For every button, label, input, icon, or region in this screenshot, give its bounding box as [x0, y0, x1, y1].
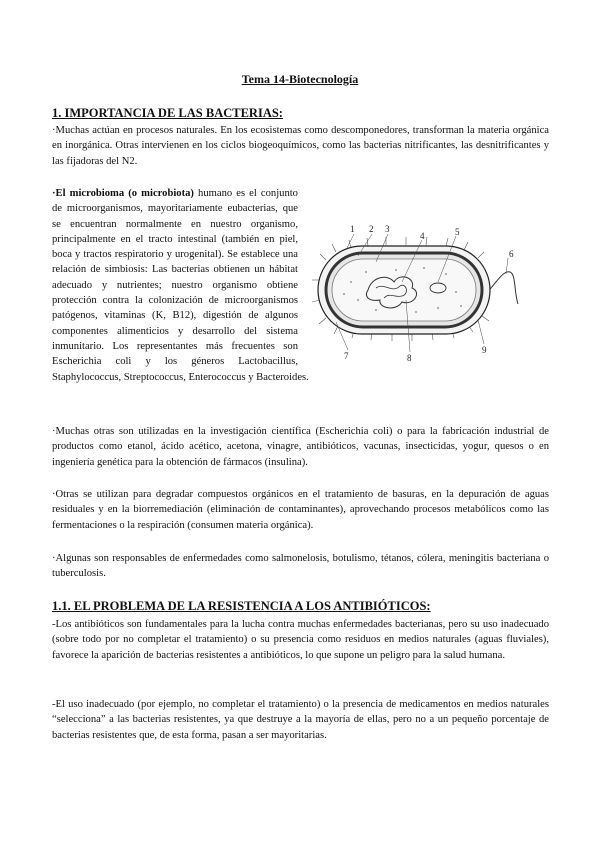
figure-label-3: 3 [385, 224, 390, 234]
paragraph-investigacion: ·Muchas otras son utilizadas en la investigación científica (Escherichia coli) o para la fabricación industrial de productos como etanol, ácido acético, acetona, vinagre, antibióticos, vacunas, insecticidas, yogur, quesos o en ingeniería genética para la obtención de fármacos (insulina). [52, 426, 549, 468]
figure-label-1: 1 [350, 224, 355, 234]
figure-label-2: 2 [369, 224, 374, 234]
figure-label-6: 6 [509, 249, 514, 259]
paragraph-degradar: ·Otras se utilizan para degradar compuestos orgánicos en el tratamiento de basuras, en la depuración de aguas residuales y en la biorremediación (eliminación de contaminantes), aprovechando procesos metabólicos como las fermentaciones o la respiración (consumen materia orgánica). [52, 489, 549, 531]
figure-label-9: 9 [482, 345, 487, 355]
section-heading-importancia: 1. IMPORTANCIA DE LAS BACTERIAS: [52, 106, 283, 120]
paragraph-antibioticos: -Los antibióticos son fundamentales para la lucha contra muchas enfermedades bacterianas, pero su uso inadecuado (sobre todo por no completar el tratamiento) o su presencia como residuos en medios naturales (aguas fluviales), favorece la aparición de bacterias resistentes a antibióticos, lo que supone un peligro para la salud humana. [52, 619, 549, 661]
figure-label-5: 5 [455, 227, 460, 237]
figure-label-7: 7 [344, 351, 349, 361]
figure-label-8: 8 [407, 353, 412, 362]
microbioma-text: humano es el conjunto de microorganismos, mayoritariamente eubacterias, que se encuentran normalmente en nuestro organismo, principalmente en el tracto intestinal (también en piel, boca y tractos respiratorio y urogenital). Se establece una relación de simbiosis: Las bacterias obtienen un hábitat adecuado y nutrientes; nuestro organismo obtiene protección contra la colonización de microorganismos patógenos, vitaminas (K, B12), digestión de algunos componentes alimenticios y desarrollo del sistema inmunitario. Los representantes más frecuentes son Escherichia coli y los géneros Lactobacillus, Staphylococcus, Streptococcus, Enterococcus y Bacteroides. [52, 188, 309, 383]
figure-label-4: 4 [420, 231, 425, 241]
cytoplasm [332, 259, 476, 321]
section-heading-resistencia: 1.1. EL PROBLEMA DE LA RESISTENCIA A LOS ANTIBIÓTICOS: [52, 599, 431, 613]
paragraph-descomponedores: ·Muchas actúan en procesos naturales. En los ecosistemas como descomponedores, transforman la materia orgánica en inorgánica. Otras intervienen en los ciclos biogeoquímicos, como las bacterias nitrificantes, las desnitrificantes y las fijadoras del N2. [52, 125, 549, 167]
bacteria-diagram [306, 222, 526, 362]
paragraph-enfermedades: ·Algunas son responsables de enfermedades como salmonelosis, botulismo, tétanos, cólera, meningitis bacteriana o tuberculosis. [52, 553, 549, 580]
paragraph-uso-inadecuado: -El uso inadecuado (por ejemplo, no completar el tratamiento) o la presencia de medicamentos en medios naturales “selecciona” a las bacterias resistentes, ya que destruye a la mayoría de ellas, pero no a un pequeño porcentaje de bacterias resistentes que, de esta forma, pasan a ser mayoritarias. [52, 699, 549, 741]
microbioma-term: ·El microbioma (o microbiota) [52, 188, 194, 199]
page-title: Tema 14-Biotecnología [241, 72, 359, 86]
flagellum [486, 272, 518, 304]
